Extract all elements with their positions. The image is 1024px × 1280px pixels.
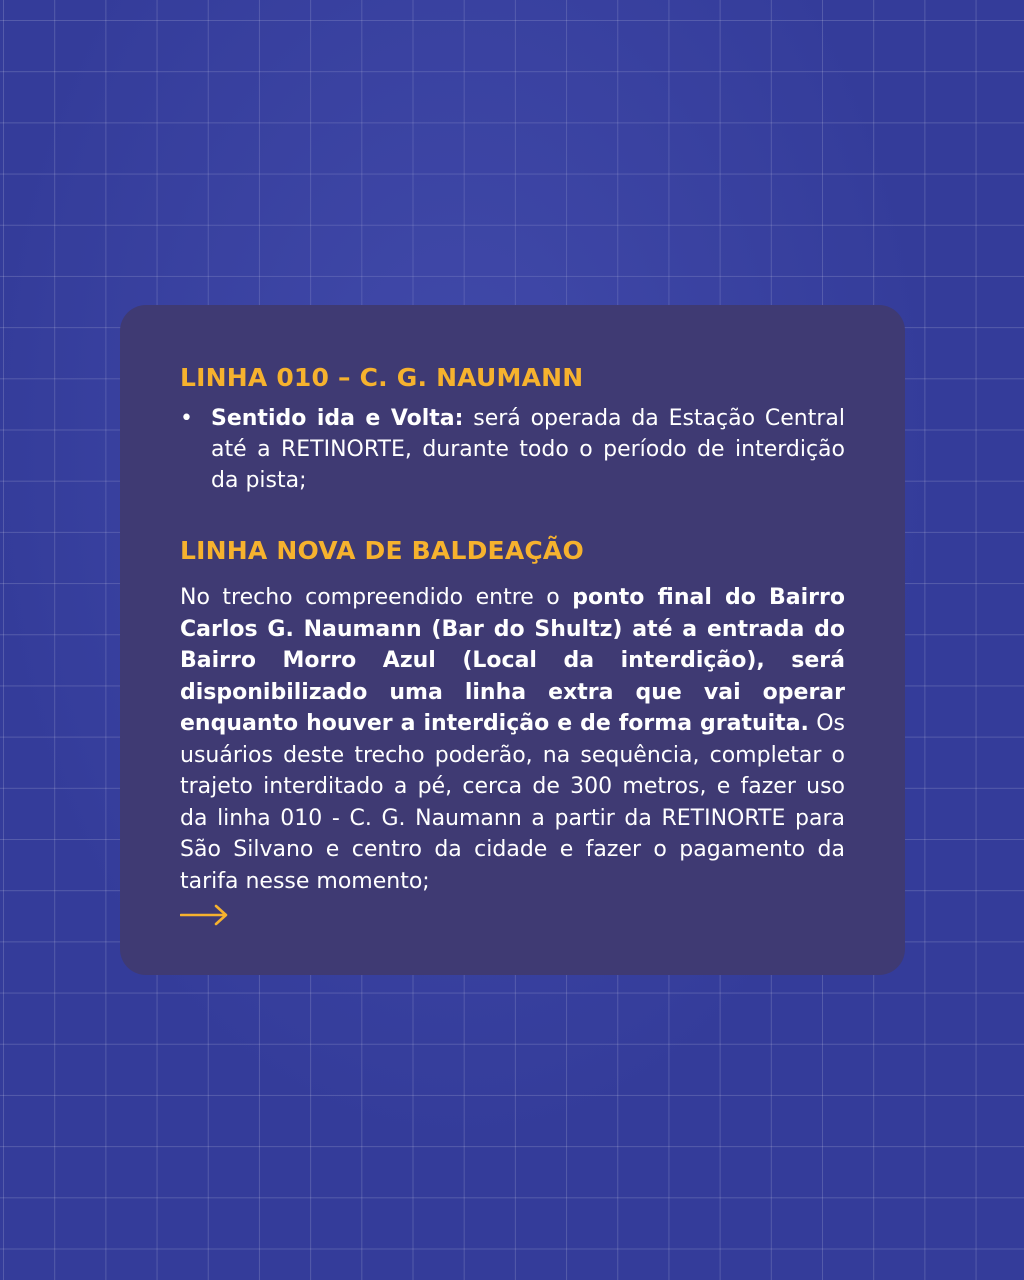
list-item: [180, 403, 845, 496]
arrow-right-icon[interactable]: [180, 903, 228, 927]
bullet-list: [180, 403, 845, 496]
paragraph-intro: No trecho compreendido entre o: [180, 585, 573, 610]
bullet-text: será operada da Estação Central até a RETINORTE, durante todo o período de interdição da pista;: [211, 406, 845, 493]
info-card: [120, 305, 905, 975]
bullet-icon: •: [180, 406, 193, 431]
section-heading-linha-010: LINHA 010 – C. G. NAUMANN: [180, 363, 584, 392]
bullet-bold-label: Sentido ida e Volta:: [211, 406, 464, 431]
baldeacao-paragraph: [180, 582, 845, 897]
section-heading-linha-nova: LINHA NOVA DE BALDEAÇÃO: [180, 536, 584, 565]
paragraph-bold: ponto final do Bairro Carlos G. Naumann (Bar do Shultz) até a entrada do Bairro Morro Azul (Local da interdição), será disponibilizado uma linha extra que vai operar enquanto houver a interdição e de forma gratuita.: [180, 585, 845, 736]
paragraph-rest: Os usuários deste trecho poderão, na sequência, completar o trajeto interditado a pé, cerca de 300 metros, e fazer uso da linha 010 - C. G. Naumann a partir da RETINORTE para São Silvano e centro da cidade e fazer o pagamento da tarifa nesse momento;: [180, 711, 845, 894]
